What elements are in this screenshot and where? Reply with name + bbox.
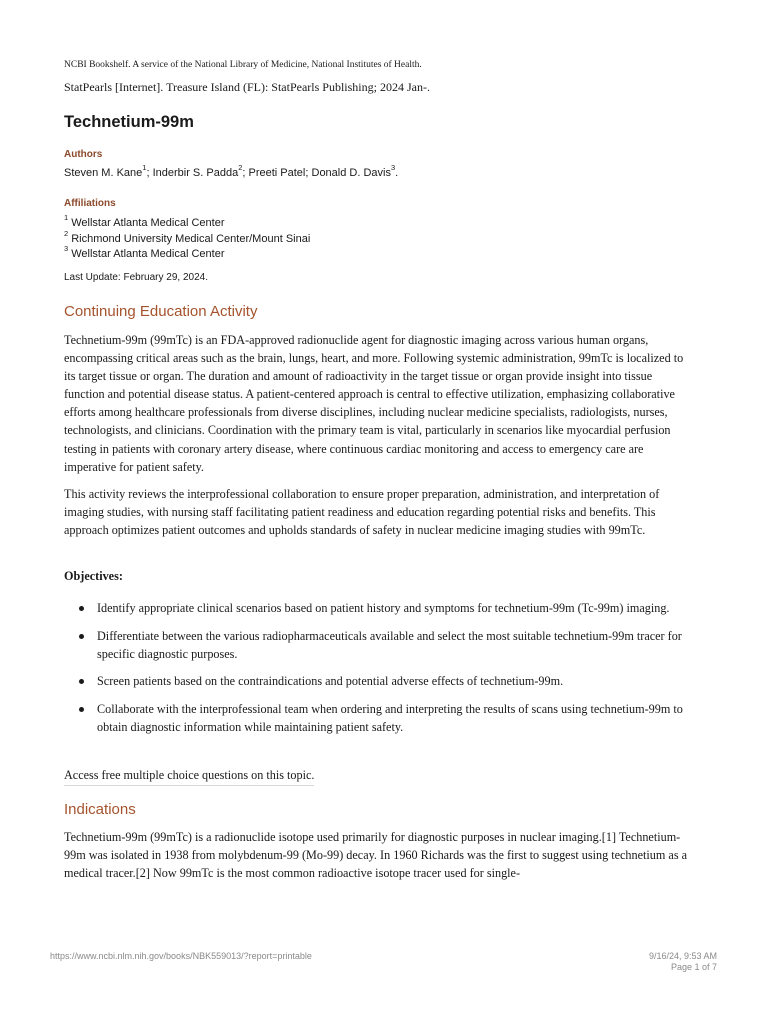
page-title: Technetium-99m (64, 113, 194, 131)
objective-item: Collaborate with the interprofessional team when ordering and interpreting the results of scans using technetium-99m to obtain diagnostic information while maintaining patient safety. (64, 700, 689, 736)
affiliation-item (64, 213, 310, 232)
author-sup: 2 (238, 163, 243, 173)
affiliation-number: 1 (64, 213, 69, 223)
author-name[interactable]: Inderbir S. Padda (152, 167, 239, 179)
affiliations-list (64, 213, 311, 263)
section-heading-continuing-education: Continuing Education Activity (64, 303, 258, 320)
author-separator: ; (305, 167, 312, 179)
author-name[interactable]: Donald D. Davis (311, 167, 391, 179)
continuing-education-paragraph-1: Technetium-99m (99mTc) is an FDA-approved radionuclide agent for diagnostic imaging across various human organs, encompassing critical areas such as the brain, lungs, heart, and more. Following systemic administration, 99mTc is localized to its target tissue or organ. The duration and amount of radioactivity in the target tissue or organ provide insight into tissue function and potential disease status. A patient-centered approach is central to effective utilization, emphasizing collaborative efforts among healthcare professionals from diverse disciplines, including nuclear medicine specialists, radiologists, nurses, technologists, and clinicians. Coordination with the primary team is vital, particularly in scenarios like myocardial perfusion testing in patients with coronary artery disease, where continuous cardiac monitoring and access to emergency care are imperative for patient safety. (64, 333, 684, 474)
footer-page-info (649, 951, 717, 973)
author-sup: 3 (390, 163, 396, 173)
author-separator: ; (242, 167, 249, 179)
last-update: Last Update: February 29, 2024. (64, 272, 208, 283)
section-heading-indications: Indications (64, 801, 136, 818)
author-separator: . (395, 167, 399, 179)
affiliations-heading: Affiliations (64, 198, 116, 209)
objective-item: Screen patients based on the contraindications and potential adverse effects of technetium-99m. (64, 672, 689, 690)
authors-line (64, 163, 399, 182)
ncbi-bookshelf-line: NCBI Bookshelf. A service of the National Library of Medicine, National Institutes of Health. (64, 60, 422, 70)
author-separator: ; (146, 167, 153, 179)
affiliation-text: Wellstar Atlanta Medical Center (71, 248, 225, 260)
objectives-label: Objectives: (64, 569, 123, 583)
citation-line: StatPearls [Internet]. Treasure Island (FL): StatPearls Publishing; 2024 Jan-. (64, 80, 430, 94)
objectives-list (64, 599, 694, 746)
objective-item: Identify appropriate clinical scenarios based on patient history and symptoms for technetium-99m (Tc-99m) imaging. (64, 599, 689, 617)
indications-paragraph-1: Technetium-99m (99mTc) is a radionuclide isotope used primarily for diagnostic purposes in nuclear imaging.[1] Technetium-99m was isolated in 1938 from molybdenum-99 (Mo-99) decay. In 1960 Richards was the first to suggest using technetium as a medical tracer.[2] Now 99mTc is the most common radioactive isotope tracer used for single- (64, 830, 688, 881)
objective-item: Differentiate between the various radiopharmaceuticals available and select the most suitable technetium-99m tracer for specific diagnostic purposes. (64, 627, 689, 663)
author-name[interactable]: Steven M. Kane (64, 167, 143, 179)
affiliation-item (64, 244, 310, 263)
author-name[interactable]: Preeti Patel (248, 167, 306, 179)
affiliation-number: 3 (64, 244, 69, 254)
affiliation-text: Wellstar Atlanta Medical Center (71, 217, 225, 229)
footer-url: https://www.ncbi.nlm.nih.gov/books/NBK559013/?report=printable (50, 951, 312, 961)
authors-heading: Authors (64, 149, 103, 160)
affiliation-text: Richmond University Medical Center/Mount Sinai (71, 232, 311, 245)
affiliation-item (64, 228, 311, 248)
continuing-education-paragraph-2: This activity reviews the interprofessional collaboration to ensure proper preparation, administration, and interpretation of imaging studies, with nursing staff facilitating patient readiness and education regarding potential risks and benefits. This approach optimizes patient outcomes and upholds standards of safety in nuclear medicine imaging studies with 99mTc. (64, 487, 660, 538)
footer-page-number: Page 1 of 7 (670, 962, 717, 972)
author-sup: 1 (142, 163, 147, 173)
footer-datetime: 9/16/24, 9:53 AM (648, 951, 717, 961)
mcq-link[interactable]: Access free multiple choice questions on this topic. (64, 767, 314, 786)
affiliation-number: 2 (64, 228, 69, 238)
